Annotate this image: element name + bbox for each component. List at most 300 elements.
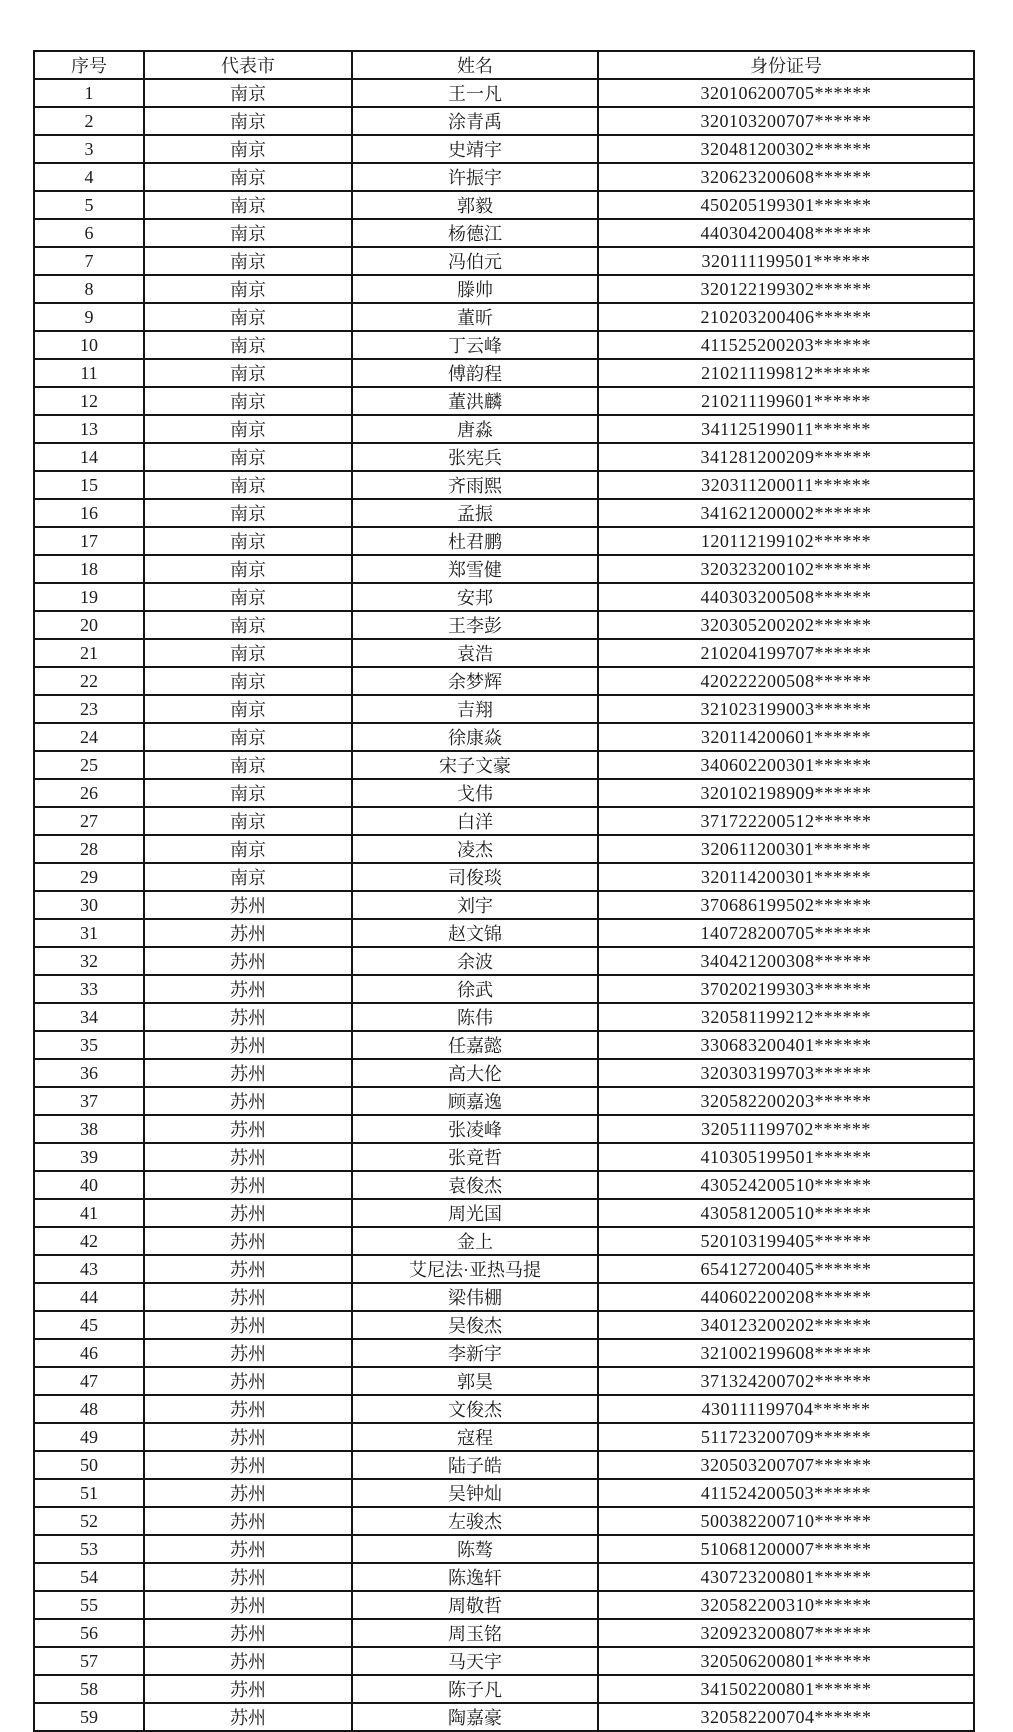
cell-id-number: 341125199011****** [598,415,974,443]
cell-id-number: 320503200707****** [598,1451,974,1479]
cell-seq: 55 [34,1591,144,1619]
cell-id-number: 320511199702****** [598,1115,974,1143]
cell-seq: 59 [34,1703,144,1731]
cell-name: 顾嘉逸 [352,1087,598,1115]
cell-seq: 22 [34,667,144,695]
cell-city: 南京 [144,723,352,751]
cell-city: 南京 [144,191,352,219]
cell-seq: 50 [34,1451,144,1479]
table-row [34,387,974,415]
cell-seq: 38 [34,1115,144,1143]
cell-city: 南京 [144,695,352,723]
cell-name: 吴钟灿 [352,1479,598,1507]
cell-seq: 34 [34,1003,144,1031]
cell-id-number: 430524200510****** [598,1171,974,1199]
cell-seq: 26 [34,779,144,807]
cell-seq: 36 [34,1059,144,1087]
cell-city: 苏州 [144,1367,352,1395]
cell-seq: 24 [34,723,144,751]
table-row [34,1283,974,1311]
table-row [34,891,974,919]
cell-id-number: 210211199601****** [598,387,974,415]
cell-name: 史靖宇 [352,135,598,163]
cell-city: 南京 [144,583,352,611]
cell-city: 苏州 [144,1507,352,1535]
cell-name: 李新宇 [352,1339,598,1367]
cell-name: 杜君鹏 [352,527,598,555]
cell-id-number: 320582200704****** [598,1703,974,1731]
table-row [34,1619,974,1647]
table-row [34,779,974,807]
header-id: 身份证号 [598,51,974,79]
cell-seq: 46 [34,1339,144,1367]
cell-city: 苏州 [144,1591,352,1619]
cell-seq: 49 [34,1423,144,1451]
cell-city: 南京 [144,471,352,499]
cell-seq: 3 [34,135,144,163]
cell-name: 郑雪健 [352,555,598,583]
cell-seq: 58 [34,1675,144,1703]
cell-id-number: 440304200408****** [598,219,974,247]
cell-seq: 47 [34,1367,144,1395]
table-row [34,835,974,863]
cell-city: 苏州 [144,1199,352,1227]
table-row [34,1479,974,1507]
table-row [34,639,974,667]
table-row [34,863,974,891]
cell-id-number: 320111199501****** [598,247,974,275]
cell-id-number: 210203200406****** [598,303,974,331]
cell-id-number: 320923200807****** [598,1619,974,1647]
cell-name: 文俊杰 [352,1395,598,1423]
cell-id-number: 320114200301****** [598,863,974,891]
cell-id-number: 440303200508****** [598,583,974,611]
cell-seq: 35 [34,1031,144,1059]
cell-seq: 18 [34,555,144,583]
table-row [34,135,974,163]
cell-seq: 13 [34,415,144,443]
table-row [34,1395,974,1423]
cell-id-number: 430723200801****** [598,1563,974,1591]
cell-name: 张凌峰 [352,1115,598,1143]
cell-city: 南京 [144,135,352,163]
header-name: 姓名 [352,51,598,79]
cell-id-number: 340123200202****** [598,1311,974,1339]
cell-name: 左骏杰 [352,1507,598,1535]
table-row [34,947,974,975]
cell-city: 南京 [144,555,352,583]
cell-id-number: 210204199707****** [598,639,974,667]
table-row [34,415,974,443]
table-row [34,163,974,191]
table-row [34,1311,974,1339]
cell-name: 王一凡 [352,79,598,107]
cell-name: 陈伟 [352,1003,598,1031]
cell-id-number: 341281200209****** [598,443,974,471]
cell-id-number: 320323200102****** [598,555,974,583]
cell-id-number: 511723200709****** [598,1423,974,1451]
cell-city: 南京 [144,611,352,639]
table-row [34,359,974,387]
cell-id-number: 320303199703****** [598,1059,974,1087]
table-row [34,275,974,303]
cell-name: 唐淼 [352,415,598,443]
cell-name: 袁浩 [352,639,598,667]
cell-name: 滕帅 [352,275,598,303]
cell-name: 丁云峰 [352,331,598,359]
cell-city: 苏州 [144,1087,352,1115]
table-header [34,51,974,79]
cell-name: 陆子皓 [352,1451,598,1479]
table-row [34,1143,974,1171]
roster-table [33,50,975,1732]
cell-id-number: 520103199405****** [598,1227,974,1255]
cell-id-number: 320582200310****** [598,1591,974,1619]
cell-name: 高大伦 [352,1059,598,1087]
cell-city: 苏州 [144,1255,352,1283]
cell-seq: 28 [34,835,144,863]
cell-city: 南京 [144,79,352,107]
cell-name: 徐康焱 [352,723,598,751]
cell-id-number: 320506200801****** [598,1647,974,1675]
cell-city: 苏州 [144,1283,352,1311]
table-row [34,499,974,527]
cell-name: 戈伟 [352,779,598,807]
cell-id-number: 320106200705****** [598,79,974,107]
header-seq: 序号 [34,51,144,79]
cell-id-number: 320582200203****** [598,1087,974,1115]
cell-name: 董昕 [352,303,598,331]
table-row [34,1199,974,1227]
cell-id-number: 140728200705****** [598,919,974,947]
cell-name: 吉翔 [352,695,598,723]
cell-city: 南京 [144,835,352,863]
cell-seq: 14 [34,443,144,471]
table-row [34,555,974,583]
cell-city: 苏州 [144,1535,352,1563]
cell-city: 苏州 [144,1311,352,1339]
cell-id-number: 320114200601****** [598,723,974,751]
cell-id-number: 450205199301****** [598,191,974,219]
cell-city: 南京 [144,751,352,779]
table-row [34,1591,974,1619]
cell-name: 周玉铭 [352,1619,598,1647]
table-row [34,1451,974,1479]
table-row [34,1675,974,1703]
cell-name: 徐武 [352,975,598,1003]
cell-seq: 45 [34,1311,144,1339]
cell-city: 苏州 [144,1395,352,1423]
cell-name: 金上 [352,1227,598,1255]
cell-seq: 52 [34,1507,144,1535]
cell-id-number: 320311200011****** [598,471,974,499]
cell-id-number: 341502200801****** [598,1675,974,1703]
cell-id-number: 320481200302****** [598,135,974,163]
cell-seq: 16 [34,499,144,527]
table-row [34,1535,974,1563]
cell-name: 凌杰 [352,835,598,863]
cell-city: 苏州 [144,1003,352,1031]
cell-seq: 1 [34,79,144,107]
cell-id-number: 330683200401****** [598,1031,974,1059]
table-row [34,471,974,499]
cell-seq: 31 [34,919,144,947]
table-row [34,1227,974,1255]
cell-city: 苏州 [144,1619,352,1647]
cell-city: 南京 [144,443,352,471]
cell-seq: 11 [34,359,144,387]
cell-name: 司俊琰 [352,863,598,891]
cell-city: 南京 [144,303,352,331]
cell-city: 苏州 [144,1171,352,1199]
cell-city: 南京 [144,107,352,135]
cell-id-number: 340421200308****** [598,947,974,975]
cell-id-number: 370202199303****** [598,975,974,1003]
cell-id-number: 654127200405****** [598,1255,974,1283]
cell-seq: 57 [34,1647,144,1675]
table-row [34,695,974,723]
cell-name: 宋子文豪 [352,751,598,779]
cell-name: 张竟哲 [352,1143,598,1171]
cell-name: 涂青禹 [352,107,598,135]
table-row [34,1367,974,1395]
cell-seq: 20 [34,611,144,639]
cell-seq: 54 [34,1563,144,1591]
cell-seq: 4 [34,163,144,191]
cell-id-number: 440602200208****** [598,1283,974,1311]
cell-name: 齐雨熙 [352,471,598,499]
cell-seq: 37 [34,1087,144,1115]
cell-id-number: 321002199608****** [598,1339,974,1367]
cell-city: 苏州 [144,1675,352,1703]
cell-seq: 19 [34,583,144,611]
cell-seq: 21 [34,639,144,667]
cell-id-number: 410305199501****** [598,1143,974,1171]
cell-city: 苏州 [144,1227,352,1255]
cell-seq: 43 [34,1255,144,1283]
table-row [34,1087,974,1115]
cell-seq: 29 [34,863,144,891]
table-row [34,1507,974,1535]
cell-seq: 8 [34,275,144,303]
cell-seq: 30 [34,891,144,919]
cell-name: 傅韵程 [352,359,598,387]
cell-id-number: 320611200301****** [598,835,974,863]
cell-name: 梁伟棚 [352,1283,598,1311]
cell-name: 陶嘉豪 [352,1703,598,1731]
cell-city: 苏州 [144,947,352,975]
cell-id-number: 321023199003****** [598,695,974,723]
cell-id-number: 411524200503****** [598,1479,974,1507]
cell-seq: 32 [34,947,144,975]
cell-city: 南京 [144,387,352,415]
cell-name: 周敬哲 [352,1591,598,1619]
cell-city: 苏州 [144,1703,352,1731]
cell-id-number: 420222200508****** [598,667,974,695]
cell-name: 白洋 [352,807,598,835]
cell-id-number: 510681200007****** [598,1535,974,1563]
cell-city: 南京 [144,331,352,359]
cell-id-number: 500382200710****** [598,1507,974,1535]
cell-city: 南京 [144,359,352,387]
cell-city: 苏州 [144,1647,352,1675]
cell-seq: 12 [34,387,144,415]
cell-id-number: 341621200002****** [598,499,974,527]
cell-seq: 51 [34,1479,144,1507]
cell-seq: 23 [34,695,144,723]
table-row [34,583,974,611]
cell-seq: 6 [34,219,144,247]
cell-city: 苏州 [144,1143,352,1171]
cell-seq: 25 [34,751,144,779]
cell-id-number: 411525200203****** [598,331,974,359]
cell-name: 刘宇 [352,891,598,919]
table-row [34,723,974,751]
cell-name: 陈逸轩 [352,1563,598,1591]
cell-name: 许振宇 [352,163,598,191]
cell-seq: 41 [34,1199,144,1227]
table-row [34,303,974,331]
cell-name: 冯伯元 [352,247,598,275]
cell-id-number: 320102198909****** [598,779,974,807]
cell-city: 南京 [144,863,352,891]
cell-name: 赵文锦 [352,919,598,947]
cell-seq: 48 [34,1395,144,1423]
table-row [34,1059,974,1087]
table-row [34,1003,974,1031]
table-row [34,247,974,275]
table-row [34,975,974,1003]
table-row [34,107,974,135]
cell-city: 苏州 [144,1563,352,1591]
cell-city: 南京 [144,275,352,303]
table-row [34,443,974,471]
cell-city: 苏州 [144,1479,352,1507]
table-row [34,1339,974,1367]
cell-seq: 33 [34,975,144,1003]
cell-id-number: 430581200510****** [598,1199,974,1227]
cell-seq: 5 [34,191,144,219]
table-row [34,1255,974,1283]
cell-city: 南京 [144,499,352,527]
cell-seq: 56 [34,1619,144,1647]
table-row [34,1647,974,1675]
cell-name: 孟振 [352,499,598,527]
cell-city: 苏州 [144,1059,352,1087]
cell-id-number: 120112199102****** [598,527,974,555]
cell-name: 张宪兵 [352,443,598,471]
table-row [34,1031,974,1059]
table-row [34,527,974,555]
cell-seq: 10 [34,331,144,359]
cell-name: 周光国 [352,1199,598,1227]
cell-name: 安邦 [352,583,598,611]
cell-id-number: 320581199212****** [598,1003,974,1031]
cell-city: 苏州 [144,919,352,947]
cell-name: 杨德江 [352,219,598,247]
cell-seq: 42 [34,1227,144,1255]
table-row [34,1703,974,1731]
cell-city: 苏州 [144,1115,352,1143]
table-row [34,1171,974,1199]
cell-name: 郭昊 [352,1367,598,1395]
cell-id-number: 430111199704****** [598,1395,974,1423]
cell-name: 任嘉懿 [352,1031,598,1059]
cell-name: 吴俊杰 [352,1311,598,1339]
cell-name: 陈骜 [352,1535,598,1563]
cell-name: 董洪麟 [352,387,598,415]
cell-id-number: 371722200512****** [598,807,974,835]
cell-city: 苏州 [144,891,352,919]
cell-name: 余梦辉 [352,667,598,695]
table-row [34,1563,974,1591]
cell-city: 南京 [144,415,352,443]
cell-city: 南京 [144,247,352,275]
cell-seq: 2 [34,107,144,135]
cell-city: 苏州 [144,975,352,1003]
cell-city: 苏州 [144,1451,352,1479]
cell-city: 南京 [144,667,352,695]
cell-seq: 39 [34,1143,144,1171]
table-row [34,611,974,639]
cell-city: 南京 [144,639,352,667]
cell-id-number: 371324200702****** [598,1367,974,1395]
table-body [34,79,974,1731]
cell-seq: 17 [34,527,144,555]
table-row [34,191,974,219]
cell-seq: 53 [34,1535,144,1563]
cell-seq: 7 [34,247,144,275]
cell-city: 苏州 [144,1423,352,1451]
cell-id-number: 370686199502****** [598,891,974,919]
cell-city: 南京 [144,779,352,807]
cell-name: 郭毅 [352,191,598,219]
table-row [34,807,974,835]
cell-name: 艾尼法·亚热马提 [352,1255,598,1283]
cell-id-number: 320305200202****** [598,611,974,639]
cell-city: 南京 [144,219,352,247]
cell-id-number: 320122199302****** [598,275,974,303]
cell-seq: 9 [34,303,144,331]
cell-city: 南京 [144,163,352,191]
header-row [34,51,974,79]
header-city: 代表市 [144,51,352,79]
table-row [34,1423,974,1451]
cell-city: 苏州 [144,1339,352,1367]
cell-name: 袁俊杰 [352,1171,598,1199]
table-row [34,751,974,779]
table-row [34,79,974,107]
table-row [34,1115,974,1143]
cell-seq: 44 [34,1283,144,1311]
table-row [34,331,974,359]
cell-id-number: 320623200608****** [598,163,974,191]
table-row [34,919,974,947]
cell-name: 马天宇 [352,1647,598,1675]
cell-city: 南京 [144,527,352,555]
cell-seq: 40 [34,1171,144,1199]
cell-name: 余波 [352,947,598,975]
cell-city: 苏州 [144,1031,352,1059]
cell-city: 南京 [144,807,352,835]
cell-id-number: 340602200301****** [598,751,974,779]
cell-name: 寇程 [352,1423,598,1451]
table-row [34,667,974,695]
cell-id-number: 320103200707****** [598,107,974,135]
cell-seq: 15 [34,471,144,499]
cell-seq: 27 [34,807,144,835]
cell-id-number: 210211199812****** [598,359,974,387]
